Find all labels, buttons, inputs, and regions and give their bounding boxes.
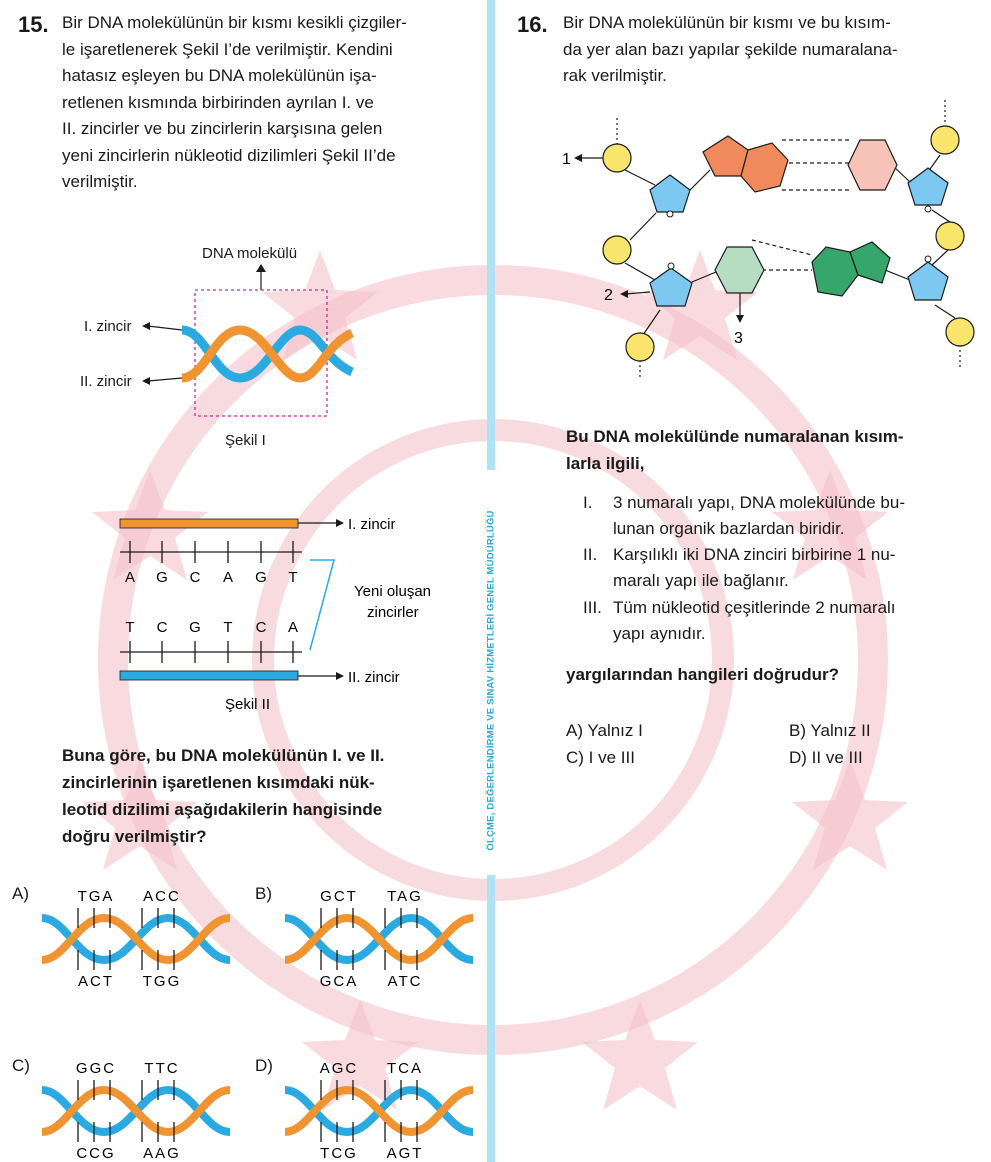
dna-molecule-label: DNA molekülü <box>202 245 298 262</box>
label-1: 1 <box>562 151 571 168</box>
bottom-base-2: C <box>156 619 168 636</box>
bottom-left-sequence: ACT <box>78 973 114 990</box>
phosphate-4 <box>931 126 959 154</box>
bottom-left-sequence: TCG <box>320 1145 358 1162</box>
top-left-sequence: TGA <box>77 888 115 905</box>
label-2: 2 <box>604 287 613 304</box>
sugar-3 <box>908 168 948 205</box>
phosphate-2 <box>603 236 631 264</box>
bottom-left-sequence: GCA <box>319 973 359 990</box>
bottom-base-1: T <box>125 619 135 636</box>
option-letter: C) <box>12 1056 30 1075</box>
chain-2-label: II. zincir <box>80 373 132 390</box>
top-right-sequence: TTC <box>144 1060 180 1077</box>
top-base-6: T <box>288 569 298 586</box>
q16-option-a[interactable]: A) Yalnız I <box>566 721 643 740</box>
chain-2-bar <box>120 671 298 680</box>
top-left-sequence: AGC <box>319 1060 359 1077</box>
q15-option-d[interactable] <box>243 1050 483 1162</box>
top-left-sequence: GCT <box>320 888 358 905</box>
option-letter: B) <box>255 884 272 903</box>
bottom-left-sequence: CCG <box>76 1145 116 1162</box>
top-base-1: A <box>124 569 136 586</box>
phosphate-6 <box>946 318 974 346</box>
top-base-2: G <box>156 569 168 586</box>
bottom-base-4: T <box>223 619 233 636</box>
bottom-right-sequence: TGG <box>142 973 182 990</box>
q16-option-b[interactable]: B) Yalnız II <box>789 721 871 740</box>
pyrimidine-pink <box>848 140 897 190</box>
q16-number: 16. <box>517 12 548 37</box>
sidebar-caption: ÖLÇME, DEĞERLENDİRME VE SINAV HİZMETLERİ GENEL MÜDÜRLÜĞÜ <box>485 509 497 851</box>
q15-stem: Bir DNA molekülünün bir kısmı kesikli çizgiler- le işaretlenerek Şekil I’de verilmiştir. Kendini hatasız eşleyen bu DNA molekülünün işa- retlenen kısmında birbirinden ayrılan I. ve II. zincirler ve bu zincirlerin karşısına gelen yeni zincirlerin nükleotid dizilimleri Şekil II’de verilmiştir. <box>62 13 407 191</box>
bottom-right-sequence: AAG <box>143 1145 181 1162</box>
column-divider-lower <box>487 875 495 1162</box>
top-right-sequence: TAG <box>387 888 423 905</box>
top-right-sequence: ACC <box>143 888 181 905</box>
option-strand-orange <box>42 1090 230 1132</box>
option-letter: A) <box>12 884 29 903</box>
q15-option-b[interactable] <box>243 878 483 990</box>
bottom-base-6: A <box>287 619 299 636</box>
top-left-sequence: GGC <box>75 1060 117 1077</box>
sugar-4 <box>908 262 948 300</box>
bottom-base-3: G <box>189 619 201 636</box>
sugar-2 <box>650 268 692 306</box>
q16-option-c[interactable]: C) I ve III <box>566 748 635 767</box>
column-divider <box>487 0 495 470</box>
fig2-chain-2-label: II. zincir <box>348 669 400 686</box>
q15-figure-1 <box>0 230 480 460</box>
option-strand-orange <box>285 918 473 960</box>
bottom-base-5: C <box>255 619 267 636</box>
label-3: 3 <box>734 330 743 347</box>
top-right-sequence: TCA <box>387 1060 423 1077</box>
q16-ask: yargılarından hangileri doğrudur? <box>566 665 839 684</box>
option-strand-orange <box>42 918 230 960</box>
figure-1-caption: Şekil I <box>225 432 266 449</box>
chain-1-label: I. zincir <box>84 318 132 335</box>
top-base-4: A <box>222 569 234 586</box>
chain-1-bar <box>120 519 298 528</box>
top-base-3: C <box>189 569 201 586</box>
bottom-right-sequence: AGT <box>386 1145 424 1162</box>
q16-dna-figure <box>540 95 980 380</box>
option-strand-orange <box>285 1090 473 1132</box>
statement-II: II. Karşılıklı iki DNA zinciri birbirine 1 nu- maralı yapı ile bağlanır. <box>583 545 896 590</box>
fig2-chain-1-label: I. zincir <box>348 516 396 533</box>
option-letter: D) <box>255 1056 273 1075</box>
sugar-1 <box>650 175 690 212</box>
top-base-5: G <box>255 569 267 586</box>
q15-figure-2 <box>0 505 480 720</box>
q15-option-a[interactable] <box>0 878 240 990</box>
phosphate-5 <box>936 222 964 250</box>
q16-stem: Bir DNA molekülünün bir kısmı ve bu kısım- da yer alan bazı yapılar şekilde numaralana- rak verilmiştir. <box>563 13 898 85</box>
pyrimidine-green <box>715 247 764 293</box>
purine-orange-6ring <box>741 143 788 192</box>
statement-I: I. 3 numaralı yapı, DNA molekülünde bu- lunan organik bazlardan biridir. <box>583 493 905 538</box>
q15-question: Buna göre, bu DNA molekülünün I. ve II. zincirlerinin işaretlenen kısımdaki nük- leotid dizilimi aşağıdakilerin hangisinde doğru verilmiştir? <box>62 746 385 846</box>
q16-question: Bu DNA molekülünde numaralanan kısım- larla ilgili, <box>566 427 904 473</box>
q16-option-d[interactable]: D) II ve III <box>789 748 863 767</box>
q15-option-c[interactable] <box>0 1050 240 1162</box>
new-chains-label-1: Yeni oluşan <box>354 583 432 600</box>
statement-III: III. Tüm nükleotid çeşitlerinde 2 numaralı yapı aynıdır. <box>583 598 896 643</box>
figure-2-caption: Şekil II <box>225 696 271 713</box>
phosphate-1 <box>603 144 631 172</box>
bottom-right-sequence: ATC <box>387 973 423 990</box>
q15-number: 15. <box>18 12 49 37</box>
new-chains-label-2: zincirler <box>367 604 419 621</box>
phosphate-3 <box>626 333 654 361</box>
